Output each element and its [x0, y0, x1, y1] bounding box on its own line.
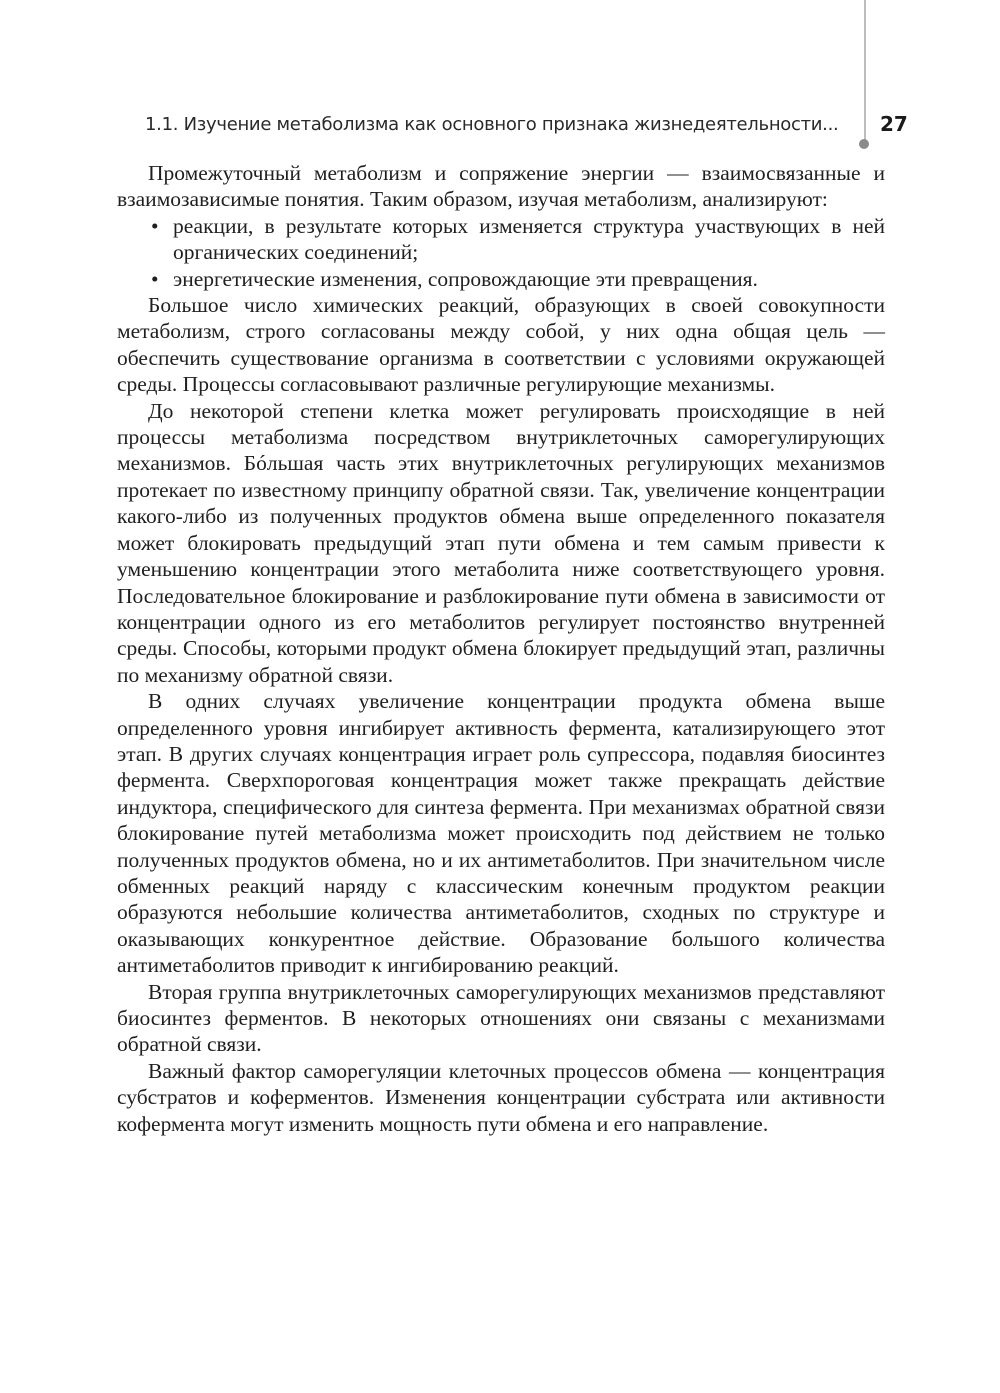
header-rule-dot — [859, 139, 869, 149]
header-vertical-rule — [864, 0, 866, 141]
list-item-text: реакции, в результате которых изменяется структура участвующих в ней органических соединений; — [173, 213, 885, 265]
paragraph-6: Важный фактор саморегуляции клеточных процессов обмена — концентрация субстратов и коферментов. Изменения концентрации субстрата или активности кофермента могут изменить мощность пути обмена и его направление. — [117, 1058, 885, 1136]
paragraph-4: В одних случаях увеличение концентрации продукта обмена выше определенного уровня ингибирует активность фермента, катализирующего этот этап. В других случаях концентрация играет роль супрессора, подавляя биосинтез фермента. Сверхпороговая концентрация может также прекращать действие индуктора, специфического для синтеза фермента. При механизмах обратной связи блокирование путей метаболизма может происходить под действием не только полученных продуктов обмена, но и их антиметаболитов. При значительном числе обменных реакций наряду с классическим конечным продуктом реакции образуются небольшие количества антиметаболитов, сходных по структуре и оказывающих конкурентное действие. Образование большого количества антиметаболитов приводит к ингибированию реакций. — [117, 689, 885, 978]
list-item-text: энергетические изменения, сопровождающие эти превращения. — [173, 266, 758, 291]
list-item — [117, 266, 885, 292]
bullet-icon: • — [151, 266, 159, 291]
paragraph-1: Промежуточный метаболизм и сопряжение энергии — взаимосвязанные и взаимозависимые понятия. Таким образом, изучая метаболизм, анализируют: — [117, 161, 885, 212]
bullet-list — [117, 213, 885, 292]
paragraph-5: Вторая группа внутриклеточных саморегулирующих механизмов представляют биосинтез ферментов. В некоторых отношениях они связаны с механизмами обратной связи. — [117, 979, 885, 1057]
bullet-icon: • — [151, 213, 159, 238]
paragraph-3: До некоторой степени клетка может регулировать происходящие в ней процессы метаболизма посредством внутриклеточных саморегулирующих механизмов. Бóльшая часть этих внутриклеточных регулирующих механизмов протекает по известному принципу обратной связи. Так, увеличение концентрации какого-либо из полученных продуктов обмена выше определенного показателя может блокировать предыдущий этап пути обмена и тем самым привести к уменьшению концентрации этого метаболита ниже соответствующего уровня. Последовательное блокирование и разблокирование пути обмена в зависимости от концентрации одного из его метаболитов регулирует постоянство внутренней среды. Способы, которыми продукт обмена блокирует предыдущий этап, различны по механизму обратной связи. — [117, 398, 885, 687]
list-item — [117, 213, 885, 266]
body-text — [117, 160, 885, 1137]
running-title: 1.1. Изучение метаболизма как основного признака жизнедеятельности... — [145, 114, 839, 135]
paragraph-2: Большое число химических реакций, образующих в своей совокупности метаболизм, строго согласованы между собой, у них одна общая цель — обеспечить существование организма в соответствии с условиями окружающей среды. Процессы согласовывают различные регулирующие механизмы. — [117, 293, 885, 397]
page-header — [145, 108, 908, 148]
page-number: 27 — [880, 112, 908, 136]
